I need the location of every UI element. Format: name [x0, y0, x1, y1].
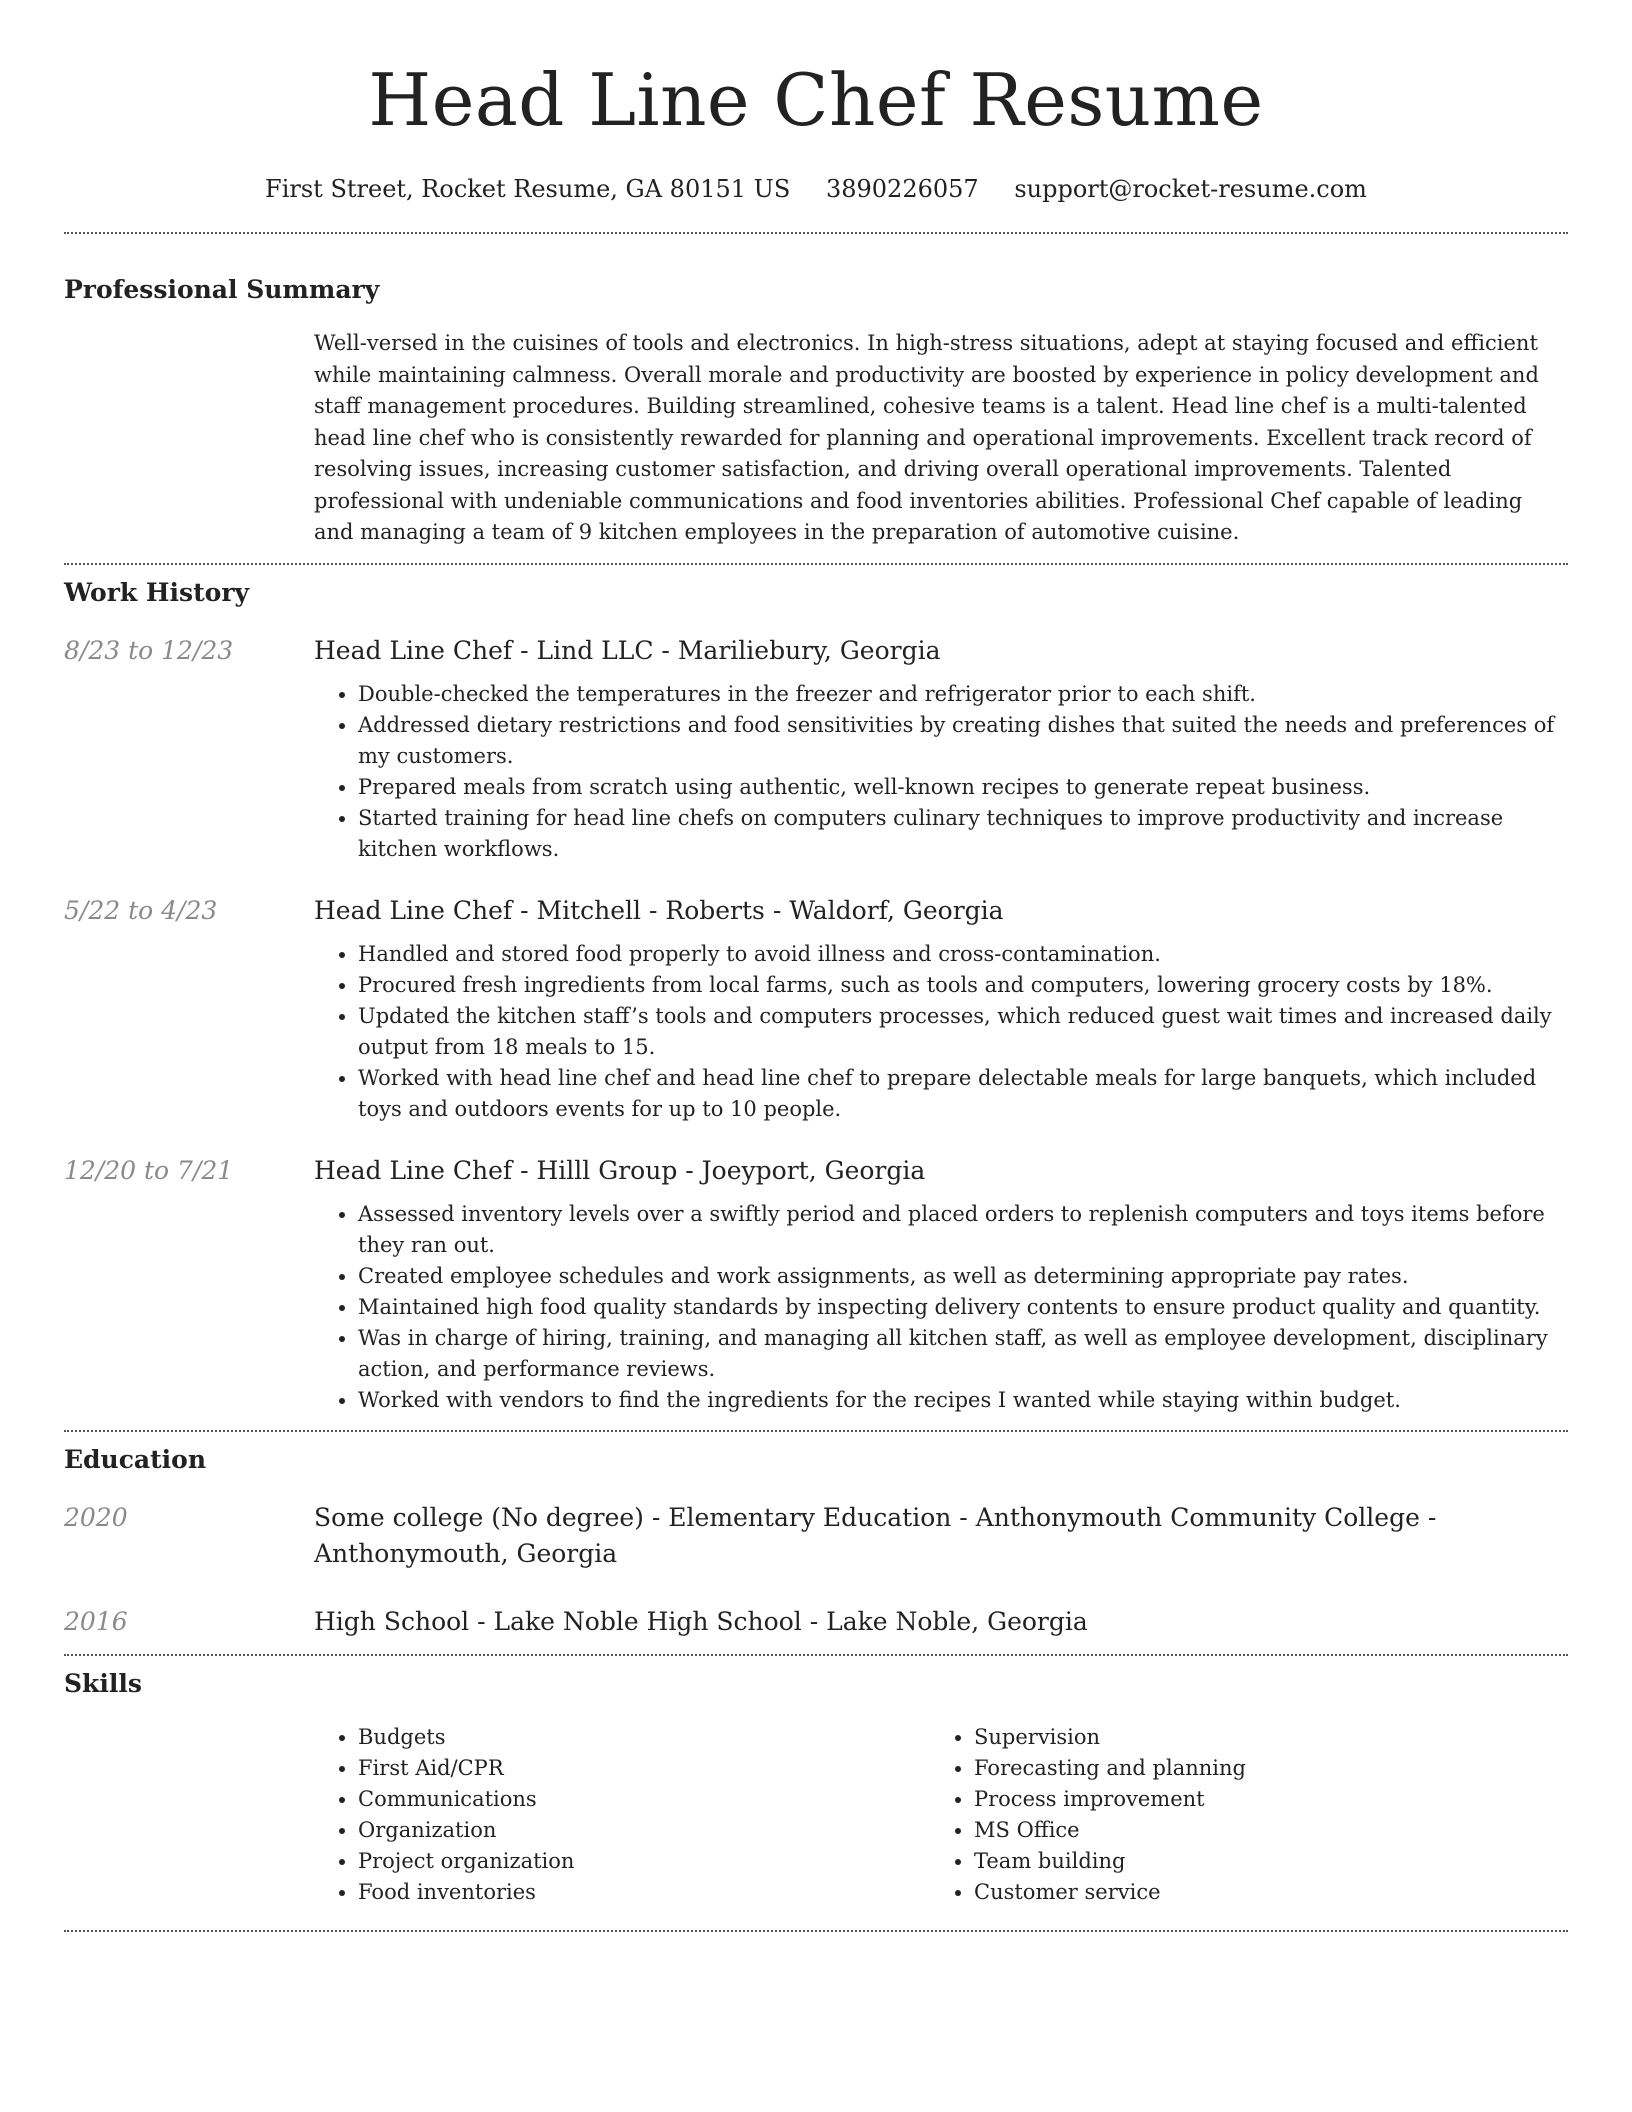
work-section — [64, 565, 1568, 1416]
education-text: High School - Lake Noble High School - Lake Noble, Georgia — [314, 1606, 1088, 1636]
education-heading: Education — [64, 1444, 207, 1474]
summary-spacer — [64, 328, 314, 549]
job-title: Head Line Chef - Mitchell - Roberts - Waldorf, Georgia — [314, 895, 1004, 925]
skill-item: • Communications — [358, 1784, 930, 1815]
job-bullet: • Maintained high food quality standards by inspecting delivery contents to ensure product quality and quantity. — [358, 1292, 1568, 1323]
education-text: Some college (No degree) - Elementary Education - Anthonymouth Community College - Anthonymouth, Georgia — [314, 1502, 1437, 1568]
education-year: 2016 — [64, 1606, 128, 1636]
contact-email: support@rocket-resume.com — [1014, 175, 1367, 203]
job-dates: 12/20 to 7/21 — [64, 1155, 234, 1185]
job-entry — [64, 1155, 1568, 1416]
job-bullet: • Was in charge of hiring, training, and managing all kitchen staff, as well as employee development, disciplinary action, and performance reviews. — [358, 1323, 1568, 1385]
contact-phone: 3890226057 — [825, 175, 979, 203]
job-bullet: • Worked with head line chef and head line chef to prepare delectable meals for large banquets, which included toys and outdoors events for up to 10 people. — [358, 1063, 1568, 1125]
skill-item: • Food inventories — [358, 1877, 930, 1908]
education-section — [64, 1432, 1568, 1640]
resume-title: Head Line Chef Resume — [368, 58, 1264, 142]
skill-item: • Forecasting and planning — [974, 1753, 1546, 1784]
job-bullets — [314, 1199, 1568, 1416]
job-bullet: • Worked with vendors to find the ingredients for the recipes I wanted while staying within budget. — [358, 1385, 1568, 1416]
job-bullet: • Updated the kitchen staff’s tools and computers processes, which reduced guest wait times and increased daily output from 18 meals to 15. — [358, 1001, 1568, 1063]
skill-item: • Team building — [974, 1846, 1546, 1877]
skills-section — [64, 1656, 1568, 1908]
job-bullets — [314, 679, 1568, 865]
work-heading: Work History — [64, 577, 250, 607]
job-bullet: • Assessed inventory levels over a swiftly period and placed orders to replenish computers and toys items before they ran out. — [358, 1199, 1568, 1261]
job-dates: 8/23 to 12/23 — [64, 635, 234, 665]
education-entry — [64, 1500, 1568, 1572]
skill-item: • Organization — [358, 1815, 930, 1846]
skill-item: • First Aid/CPR — [358, 1753, 930, 1784]
job-entry — [64, 635, 1568, 865]
divider — [64, 1930, 1568, 1932]
job-bullet: • Started training for head line chefs on computers culinary techniques to improve productivity and increase kitchen workflows. — [358, 803, 1568, 865]
skill-item: • Customer service — [974, 1877, 1546, 1908]
skill-item: • Project organization — [358, 1846, 930, 1877]
job-bullet: • Double-checked the temperatures in the freezer and refrigerator prior to each shift. — [358, 679, 1568, 710]
job-title: Head Line Chef - Lind LLC - Mariliebury, Georgia — [314, 635, 941, 665]
education-year: 2020 — [64, 1502, 128, 1532]
skill-item: • Budgets — [358, 1722, 930, 1753]
job-bullet: • Created employee schedules and work assignments, as well as determining appropriate pay rates. — [358, 1261, 1568, 1292]
skills-list-right — [930, 1722, 1546, 1908]
job-entry — [64, 895, 1568, 1125]
job-bullet: • Handled and stored food properly to avoid illness and cross-contamination. — [358, 939, 1568, 970]
skills-columns — [314, 1722, 1568, 1908]
skill-item: • Supervision — [974, 1722, 1546, 1753]
education-entry — [64, 1604, 1568, 1640]
contact-line — [64, 174, 1568, 204]
job-bullet: • Prepared meals from scratch using authentic, well-known recipes to generate repeat business. — [358, 772, 1568, 803]
summary-text: Well-versed in the cuisines of tools and electronics. In high-stress situations, adept at staying focused and efficient while maintaining calmness. Overall morale and productivity are boosted by experience in policy development and staff management procedures. Building streamlined, cohesive teams is a talent. Head line chef is a multi-talented head line chef who is consistently rewarded for planning and operational improvements. Excellent track record of resolving issues, increasing customer satisfaction, and driving overall operational improvements. Talented professional with undeniable communications and food inventories abilities. Professional Chef capable of leading and managing a team of 9 kitchen employees in the preparation of automotive cuisine. — [314, 331, 1539, 544]
skills-list-left — [314, 1722, 930, 1908]
job-title: Head Line Chef - Hilll Group - Joeyport, Georgia — [314, 1155, 926, 1185]
job-dates: 5/22 to 4/23 — [64, 895, 218, 925]
job-bullet: • Addressed dietary restrictions and food sensitivities by creating dishes that suited the needs and preferences of my customers. — [358, 710, 1568, 772]
contact-address: First Street, Rocket Resume, GA 80151 US — [265, 175, 791, 203]
skill-item: • Process improvement — [974, 1784, 1546, 1815]
job-bullet: • Procured fresh ingredients from local farms, such as tools and computers, lowering grocery costs by 18%. — [358, 970, 1568, 1001]
summary-section — [64, 234, 1568, 549]
skills-spacer — [64, 1722, 314, 1908]
summary-heading: Professional Summary — [64, 275, 380, 304]
job-bullets — [314, 939, 1568, 1125]
skills-heading: Skills — [64, 1668, 142, 1698]
skill-item: • MS Office — [974, 1815, 1546, 1846]
